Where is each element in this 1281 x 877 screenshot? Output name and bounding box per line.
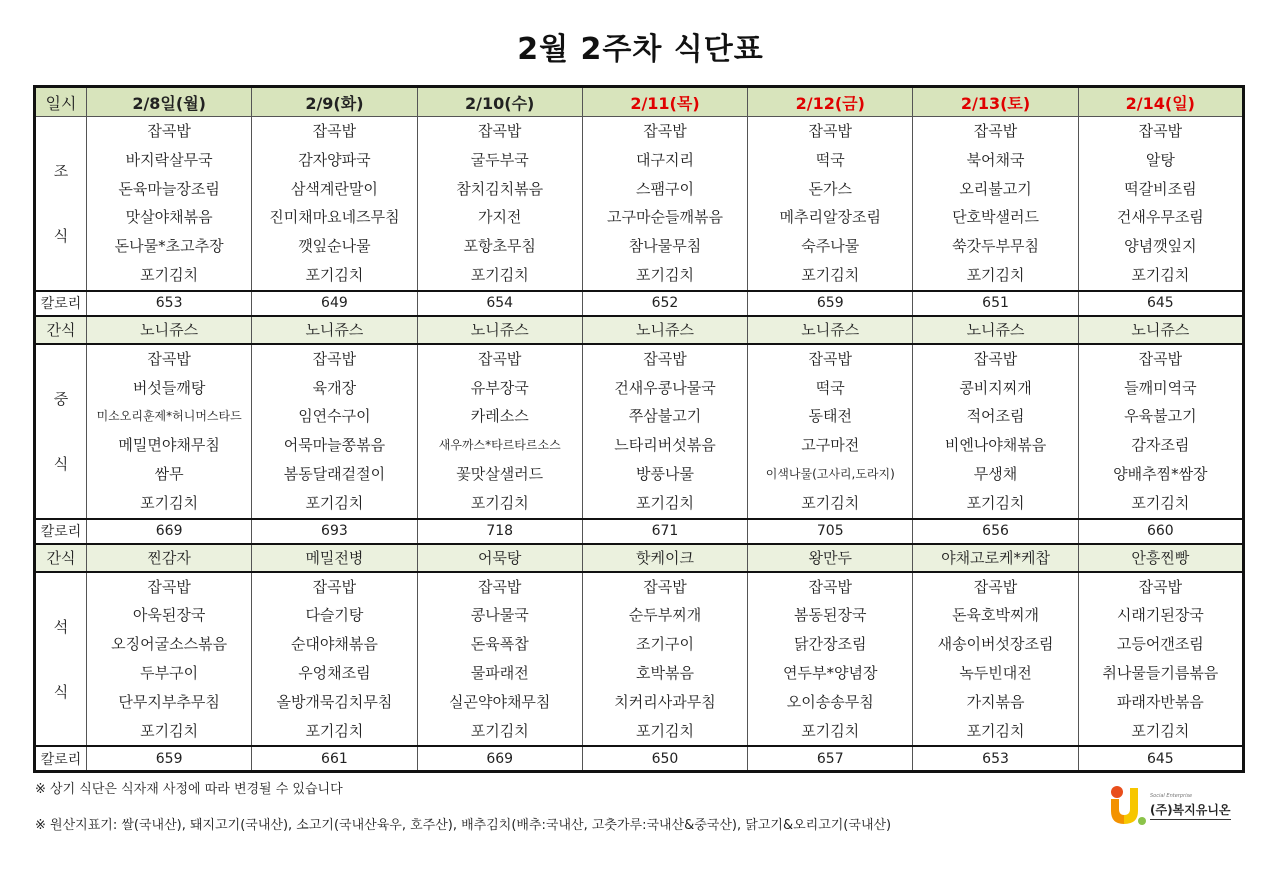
menu-item: 단무지부추무침 — [118, 692, 220, 711]
breakfast-calorie-row — [35, 291, 1244, 316]
menu-item: 버섯들깨탕 — [132, 378, 206, 397]
menu-item: 포기김치 — [636, 721, 694, 740]
menu-item: 조기구이 — [636, 635, 694, 654]
menu-item: 돈육마늘장조림 — [118, 179, 220, 198]
menu-item: 콩비지찌개 — [959, 378, 1032, 397]
menu-item: 녹두빈대전 — [959, 663, 1032, 682]
dinner-menu-cell — [252, 572, 417, 747]
menu-item: 메밀면야채무침 — [118, 436, 220, 455]
menu-item: 맛살야채볶음 — [125, 208, 213, 227]
menu-item: 숙주나물 — [801, 237, 860, 256]
menu-item: 포기김치 — [140, 721, 199, 740]
breakfast-menu-cell — [417, 117, 582, 291]
menu-item: 잡곡밥 — [808, 349, 852, 368]
breakfast-row — [35, 117, 1244, 291]
calorie-value: 649 — [252, 291, 417, 316]
menu-item: 포기김치 — [140, 493, 199, 512]
calorie-label: 칼로리 — [35, 291, 87, 316]
breakfast-menu-cell — [252, 117, 417, 291]
menu-item: 돈육호박찌개 — [952, 606, 1040, 625]
menu-item: 이색나물(고사리,도라지) — [765, 466, 895, 481]
menu-item: 다슬기탕 — [305, 606, 364, 625]
menu-item: 감자양파국 — [298, 150, 371, 169]
menu-item: 새우까스*타르타르소스 — [438, 438, 561, 453]
calorie-value: 653 — [913, 746, 1078, 771]
menu-item: 가지볶음 — [966, 692, 1025, 711]
lunch-menu-cell — [417, 344, 582, 519]
menu-item: 비엔나야채볶음 — [944, 436, 1047, 455]
calorie-value: 657 — [748, 746, 913, 771]
snack-item: 노니쥬스 — [87, 316, 252, 344]
menu-item: 잡곡밥 — [147, 577, 191, 596]
calorie-value: 645 — [1078, 291, 1243, 316]
lunch-menu-cell — [252, 344, 417, 519]
snack-item: 노니쥬스 — [417, 316, 582, 344]
calorie-value: 660 — [1078, 519, 1243, 544]
day-header: 2/13(토) — [913, 87, 1078, 117]
menu-item: 고구마순들깨볶음 — [607, 208, 723, 227]
menu-item: 포기김치 — [305, 493, 364, 512]
menu-item: 고등어갠조림 — [1116, 635, 1204, 654]
menu-item: 돈나물*초고추장 — [114, 237, 224, 256]
menu-item: 봄동달래겉절이 — [283, 464, 386, 483]
menu-item: 잡곡밥 — [643, 577, 687, 596]
menu-item: 쭈삼불고기 — [628, 407, 702, 426]
menu-item: 잡곡밥 — [643, 349, 687, 368]
menu-item: 새송이버섯장조림 — [937, 635, 1054, 654]
calorie-label: 칼로리 — [35, 746, 87, 771]
menu-item: 잡곡밥 — [312, 577, 357, 596]
menu-item: 잡곡밥 — [147, 349, 191, 368]
menu-item: 포기김치 — [305, 721, 364, 740]
morning-snack-row — [35, 316, 1244, 344]
menu-item: 올방개묵김치무침 — [276, 692, 393, 711]
calorie-value: 661 — [252, 746, 417, 771]
menu-item: 잡곡밥 — [477, 577, 522, 596]
calorie-value: 669 — [87, 519, 252, 544]
menu-item: 떡국 — [815, 150, 845, 169]
menu-item: 오이송송무침 — [786, 692, 874, 711]
dinner-row — [35, 572, 1244, 747]
menu-item: 육개장 — [312, 378, 357, 397]
menu-item: 건새우콩나물국 — [614, 378, 716, 397]
menu-item: 두부구이 — [140, 663, 199, 682]
afternoon-snack-row — [35, 544, 1244, 572]
lunch-label-top: 중 — [53, 390, 69, 409]
logo-u-icon — [1108, 785, 1148, 827]
menu-item: 유부장국 — [470, 378, 529, 397]
menu-item: 포기김치 — [470, 721, 529, 740]
snack-label: 간식 — [35, 316, 87, 344]
menu-item: 삼색계란말이 — [290, 179, 378, 198]
snack-item: 노니쥬스 — [1078, 316, 1243, 344]
calorie-value: 653 — [87, 291, 252, 316]
menu-item: 잡곡밥 — [1138, 577, 1183, 596]
menu-item: 임연수구이 — [298, 407, 371, 426]
menu-item: 아욱된장국 — [132, 606, 206, 625]
menu-item: 포기김치 — [1131, 265, 1190, 284]
breakfast-label — [35, 117, 87, 291]
breakfast-menu-cell — [748, 117, 913, 291]
menu-item: 우엉채조림 — [298, 663, 371, 682]
menu-item: 어묵마늘쫑볶음 — [283, 436, 386, 455]
menu-item: 감자조림 — [1131, 436, 1190, 455]
calorie-value: 705 — [748, 519, 913, 544]
day-header: 2/14(일) — [1078, 87, 1243, 117]
meal-plan-table — [33, 85, 1245, 773]
header-row — [35, 87, 1244, 117]
menu-item: 순두부찌개 — [628, 606, 702, 625]
menu-item: 포기김치 — [305, 265, 364, 284]
notes — [35, 782, 891, 848]
menu-item: 돈육폭찹 — [470, 635, 529, 654]
calorie-value: 659 — [87, 746, 252, 771]
menu-item: 건새우무조림 — [1116, 208, 1204, 227]
menu-item: 잡곡밥 — [1138, 349, 1183, 368]
snack-item: 야채고로케*케찹 — [913, 544, 1078, 572]
breakfast-label-bottom: 식 — [53, 227, 69, 246]
menu-item: 참치김치볶음 — [456, 179, 544, 198]
dinner-calorie-row — [35, 746, 1244, 771]
menu-item: 느타리버섯볶음 — [614, 436, 716, 455]
menu-item: 실곤약야채무침 — [448, 692, 551, 711]
lunch-menu-cell — [582, 344, 747, 519]
menu-item: 포기김치 — [1131, 721, 1190, 740]
menu-item: 카레소스 — [470, 407, 529, 426]
dinner-menu-cell — [417, 572, 582, 747]
menu-item: 단호박샐러드 — [952, 208, 1040, 227]
menu-item: 떡갈비조림 — [1124, 179, 1197, 198]
lunch-menu-cell — [913, 344, 1078, 519]
menu-item: 닭간장조림 — [794, 635, 867, 654]
lunch-label-bottom: 식 — [53, 455, 69, 474]
dinner-label-bottom: 식 — [53, 682, 69, 701]
menu-item: 잡곡밥 — [808, 577, 852, 596]
menu-item: 순대야채볶음 — [290, 635, 378, 654]
page-title: 2월 2주차 식단표 — [517, 32, 764, 67]
menu-item: 오리불고기 — [959, 179, 1032, 198]
menu-item: 콩나물국 — [470, 606, 529, 625]
menu-item: 바지락살무국 — [125, 150, 213, 169]
menu-item: 스팸구이 — [636, 179, 694, 198]
menu-item: 잡곡밥 — [312, 122, 357, 140]
menu-item: 포기김치 — [966, 721, 1025, 740]
menu-item: 양배추찜*쌈장 — [1113, 464, 1208, 483]
menu-item: 포기김치 — [801, 721, 860, 740]
calorie-value: 659 — [748, 291, 913, 316]
calorie-value: 718 — [417, 519, 582, 544]
menu-item: 포기김치 — [140, 265, 199, 284]
dinner-menu-cell — [582, 572, 747, 747]
menu-item: 우육불고기 — [1124, 407, 1197, 426]
logo-tagline: Social Enterprise — [1150, 792, 1193, 799]
menu-item: 포기김치 — [636, 493, 694, 512]
menu-item: 들깨미역국 — [1124, 378, 1197, 397]
calorie-value: 654 — [417, 291, 582, 316]
snack-item: 안흥찐빵 — [1078, 544, 1243, 572]
dinner-label — [35, 572, 87, 747]
logo-name: (주)복지유니온 — [1150, 801, 1231, 820]
menu-item: 잡곡밥 — [973, 349, 1018, 368]
breakfast-menu-cell — [1078, 117, 1243, 291]
snack-item: 어묵탕 — [417, 544, 582, 572]
menu-item: 알탕 — [1145, 150, 1175, 169]
menu-item: 포기김치 — [470, 493, 529, 512]
menu-item: 잡곡밥 — [643, 122, 687, 140]
menu-item: 파래자반볶음 — [1116, 692, 1204, 711]
snack-item: 메밀전병 — [252, 544, 417, 572]
snack-label: 간식 — [35, 544, 87, 572]
snack-item: 노니쥬스 — [913, 316, 1078, 344]
menu-item: 굴두부국 — [470, 150, 529, 169]
menu-item: 대구지리 — [636, 150, 694, 169]
menu-item: 봄동된장국 — [794, 606, 867, 625]
notice-origin: ※ 원산지표기: 쌀(국내산), 돼지고기(국내산), 소고기(국내산육우, 호주산), 배추김치(배추:국내산, 고춧가루:국내산&중국산), 닭고기&오리고기(국내산) — [35, 818, 892, 833]
menu-item: 적어조림 — [966, 407, 1025, 426]
dinner-label-top: 석 — [53, 617, 69, 636]
menu-item: 쑥갓두부무침 — [952, 237, 1040, 256]
day-header: 2/9(화) — [252, 87, 417, 117]
menu-item: 북어채국 — [966, 150, 1025, 169]
menu-item: 고구마전 — [801, 436, 860, 455]
dinner-menu-cell — [1078, 572, 1243, 747]
menu-item: 잡곡밥 — [147, 122, 191, 140]
lunch-menu-cell — [87, 344, 252, 519]
menu-item: 포기김치 — [966, 265, 1025, 284]
menu-item: 돈가스 — [808, 179, 852, 198]
menu-item: 양념깻잎지 — [1124, 237, 1197, 256]
day-header: 2/12(금) — [748, 87, 913, 117]
dinner-menu-cell — [748, 572, 913, 747]
menu-item: 떡국 — [815, 378, 845, 397]
calorie-label: 칼로리 — [35, 519, 87, 544]
breakfast-menu-cell — [913, 117, 1078, 291]
menu-item: 오징어굴소스볶음 — [111, 635, 228, 654]
menu-item: 동태전 — [808, 407, 852, 426]
menu-item: 포기김치 — [801, 265, 860, 284]
menu-item: 꽃맛살샐러드 — [456, 464, 544, 483]
menu-item: 미소오리훈제*허니머스타드 — [96, 409, 242, 424]
company-logo — [1108, 784, 1238, 828]
menu-item: 잡곡밥 — [973, 577, 1018, 596]
menu-item: 연두부*양념장 — [783, 663, 878, 682]
snack-item: 찐감자 — [87, 544, 252, 572]
menu-item: 참나물무침 — [628, 237, 702, 256]
menu-item: 물파래전 — [470, 663, 529, 682]
calorie-value: 693 — [252, 519, 417, 544]
menu-item: 무생채 — [973, 464, 1018, 483]
day-header: 2/11(목) — [582, 87, 747, 117]
snack-item: 노니쥬스 — [252, 316, 417, 344]
dinner-menu-cell — [913, 572, 1078, 747]
menu-item: 잡곡밥 — [477, 349, 522, 368]
lunch-label — [35, 344, 87, 519]
lunch-menu-cell — [748, 344, 913, 519]
menu-item: 포항초무침 — [463, 237, 536, 256]
breakfast-menu-cell — [87, 117, 252, 291]
menu-item: 포기김치 — [1131, 493, 1190, 512]
day-header: 2/8일(월) — [87, 87, 252, 117]
menu-item: 포기김치 — [966, 493, 1025, 512]
date-label: 일시 — [35, 87, 87, 117]
lunch-calorie-row — [35, 519, 1244, 544]
calorie-value: 651 — [913, 291, 1078, 316]
calorie-value: 671 — [582, 519, 747, 544]
menu-item: 잡곡밥 — [312, 349, 357, 368]
menu-item: 메추리알장조림 — [779, 208, 881, 227]
menu-item: 잡곡밥 — [1138, 122, 1183, 140]
menu-item: 호박볶음 — [636, 663, 694, 682]
snack-item: 핫케이크 — [582, 544, 747, 572]
menu-item: 잡곡밥 — [477, 122, 522, 140]
menu-item: 시래기된장국 — [1116, 606, 1204, 625]
day-header: 2/10(수) — [417, 87, 582, 117]
snack-item: 노니쥬스 — [582, 316, 747, 344]
menu-item: 포기김치 — [470, 265, 529, 284]
dinner-menu-cell — [87, 572, 252, 747]
breakfast-label-top: 조 — [53, 162, 69, 181]
calorie-value: 656 — [913, 519, 1078, 544]
menu-item: 방풍나물 — [636, 464, 694, 483]
menu-item: 취나물들기름볶음 — [1102, 663, 1219, 682]
menu-item: 포기김치 — [636, 265, 694, 284]
menu-item: 깻잎순나물 — [298, 237, 371, 256]
snack-item: 노니쥬스 — [748, 316, 913, 344]
breakfast-menu-cell — [582, 117, 747, 291]
calorie-value: 645 — [1078, 746, 1243, 771]
lunch-row — [35, 344, 1244, 519]
lunch-menu-cell — [1078, 344, 1243, 519]
menu-item: 진미채마요네즈무침 — [269, 208, 400, 227]
menu-item: 포기김치 — [801, 493, 860, 512]
menu-item: 치커리사과무침 — [614, 692, 716, 711]
snack-item: 왕만두 — [748, 544, 913, 572]
calorie-value: 650 — [582, 746, 747, 771]
menu-item: 잡곡밥 — [973, 122, 1018, 140]
menu-item: 가지전 — [477, 208, 522, 227]
calorie-value: 652 — [582, 291, 747, 316]
menu-item: 쌈무 — [154, 464, 184, 483]
calorie-value: 669 — [417, 746, 582, 771]
notice-change: ※ 상기 식단은 식자재 사정에 따라 변경될 수 있습니다 — [35, 782, 343, 797]
menu-item: 잡곡밥 — [808, 122, 852, 140]
